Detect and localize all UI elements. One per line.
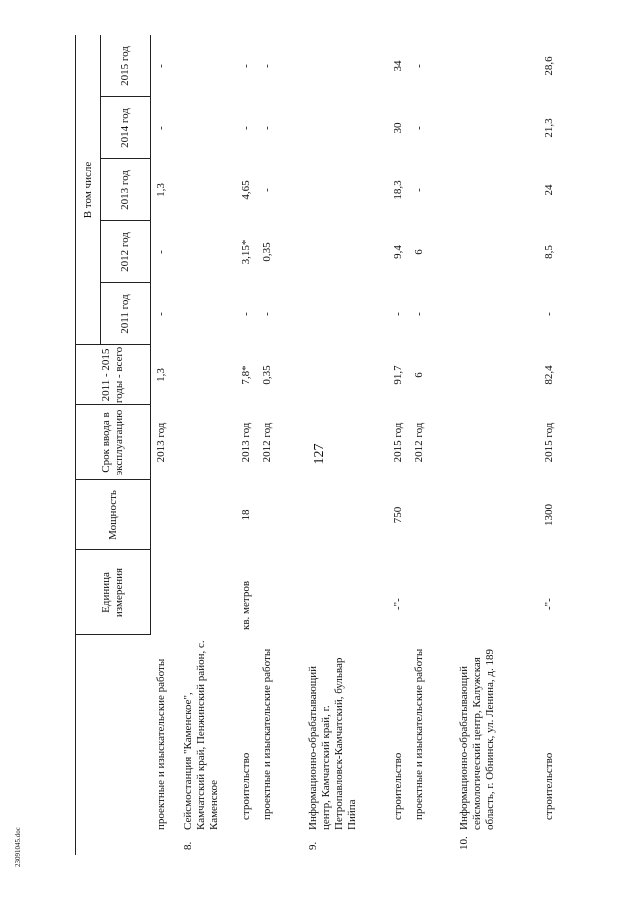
table-row-number: 10. [458,836,470,850]
table-row-total: 6 [413,372,425,378]
table-row-unit: кв. метров [240,580,252,630]
table-row-2011: - [155,312,167,316]
table-row-name: проектные и изыскательские работы [413,648,425,820]
table-row-number: 8. [182,841,194,850]
table-row-total: 0,35 [261,365,273,385]
table-row-term: 2015 год [543,422,555,463]
table-row-2014: 21,3 [543,118,555,138]
table-row-2011: - [543,312,555,316]
table-row-2013: 24 [543,184,555,196]
table-row-2014: - [155,126,167,130]
table-row-2014: - [240,126,252,130]
header-year: 2014 год [119,108,131,148]
table-row-total: 7,8* [240,365,252,385]
table-row-unit: -"- [392,598,404,610]
table-row-2015: 34 [392,60,404,72]
table-row-2012: 8,5 [543,245,555,259]
footer-code: 23091045.doc [14,827,22,867]
table-row-2012: 6 [413,249,425,255]
data-table [75,35,630,855]
table-row-total: 82,4 [543,365,555,385]
table-row-2011: - [240,312,252,316]
table-row-2012: 3,15* [240,239,252,265]
table-row-name: строительство [240,752,252,820]
table-row-2013: 18,3 [392,180,404,200]
header-capacity: Мощность [106,490,119,540]
header-total: 2011 - 2015 годы - всего [100,346,125,404]
header-year: 2015 год [119,46,131,86]
table-row-2014: - [261,126,273,130]
table-row-total: 1,3 [155,368,167,382]
table-row-term: 2015 год [392,422,404,463]
table-row-name: Информационно-обрабатывающий сейсмологический центр, Калужская область, г. Обнинск, ул. Ленина, д. 189 [458,648,496,830]
table-row-2012: - [155,250,167,254]
header-bottom-line [150,35,151,635]
header-year: 2012 год [119,232,131,272]
table-row-2012: 0,35 [261,242,273,262]
table-row-term: 2013 год [240,422,252,463]
table-row-capacity: 750 [392,506,404,524]
table-row-2011: - [392,312,404,316]
table-row-2014: - [413,126,425,130]
table-row-2015: - [413,64,425,68]
header-year: 2013 год [119,170,131,210]
table-row-2015: - [261,64,273,68]
table-row-2013: - [413,188,425,192]
table-row-name: Сейсмостанция "Каменское", Камчатский край, Пенжинский район, с. Каменское [182,640,220,830]
header-year: 2011 год [119,294,131,334]
table-row-name: строительство [543,752,555,820]
page-number: 127 [312,443,327,465]
table-row-name: Информационно-обрабатывающий центр, Камчатский край, г. Петропавловск-Камчатский, бульвар Пийпа [307,657,358,830]
table-row-2011: - [261,312,273,316]
table-row-total: 91,7 [392,365,404,385]
table-row-2013: 1,3 [155,183,167,197]
table-row-2012: 9,4 [392,245,404,259]
header-including: В том числе [81,161,94,219]
header-unit: Единица измерения [100,567,125,618]
table-row-2013: 4,65 [240,180,252,200]
table-row-capacity: 18 [240,509,252,521]
table-row-name: строительство [392,752,404,820]
table-row-2015: - [240,64,252,68]
table-row-number: 9. [307,841,319,850]
table-row-name: проектные и изыскательские работы [261,648,273,820]
header-commission: Срок ввода в эксплуатацию [100,409,125,476]
table-row-capacity: 1300 [543,504,555,526]
table-row-term: 2012 год [261,422,273,463]
table-row-2015: - [155,64,167,68]
table-row-unit: -"- [543,598,555,610]
table-row-2014: 30 [392,122,404,134]
table-row-term: 2013 год [155,422,167,463]
table-row-2015: 28,6 [543,56,555,76]
table-row-2011: - [413,312,425,316]
table-row-name: проектные и изыскательские работы [155,658,167,830]
table-row-2013: - [261,188,273,192]
table-row-term: 2012 год [413,422,425,463]
